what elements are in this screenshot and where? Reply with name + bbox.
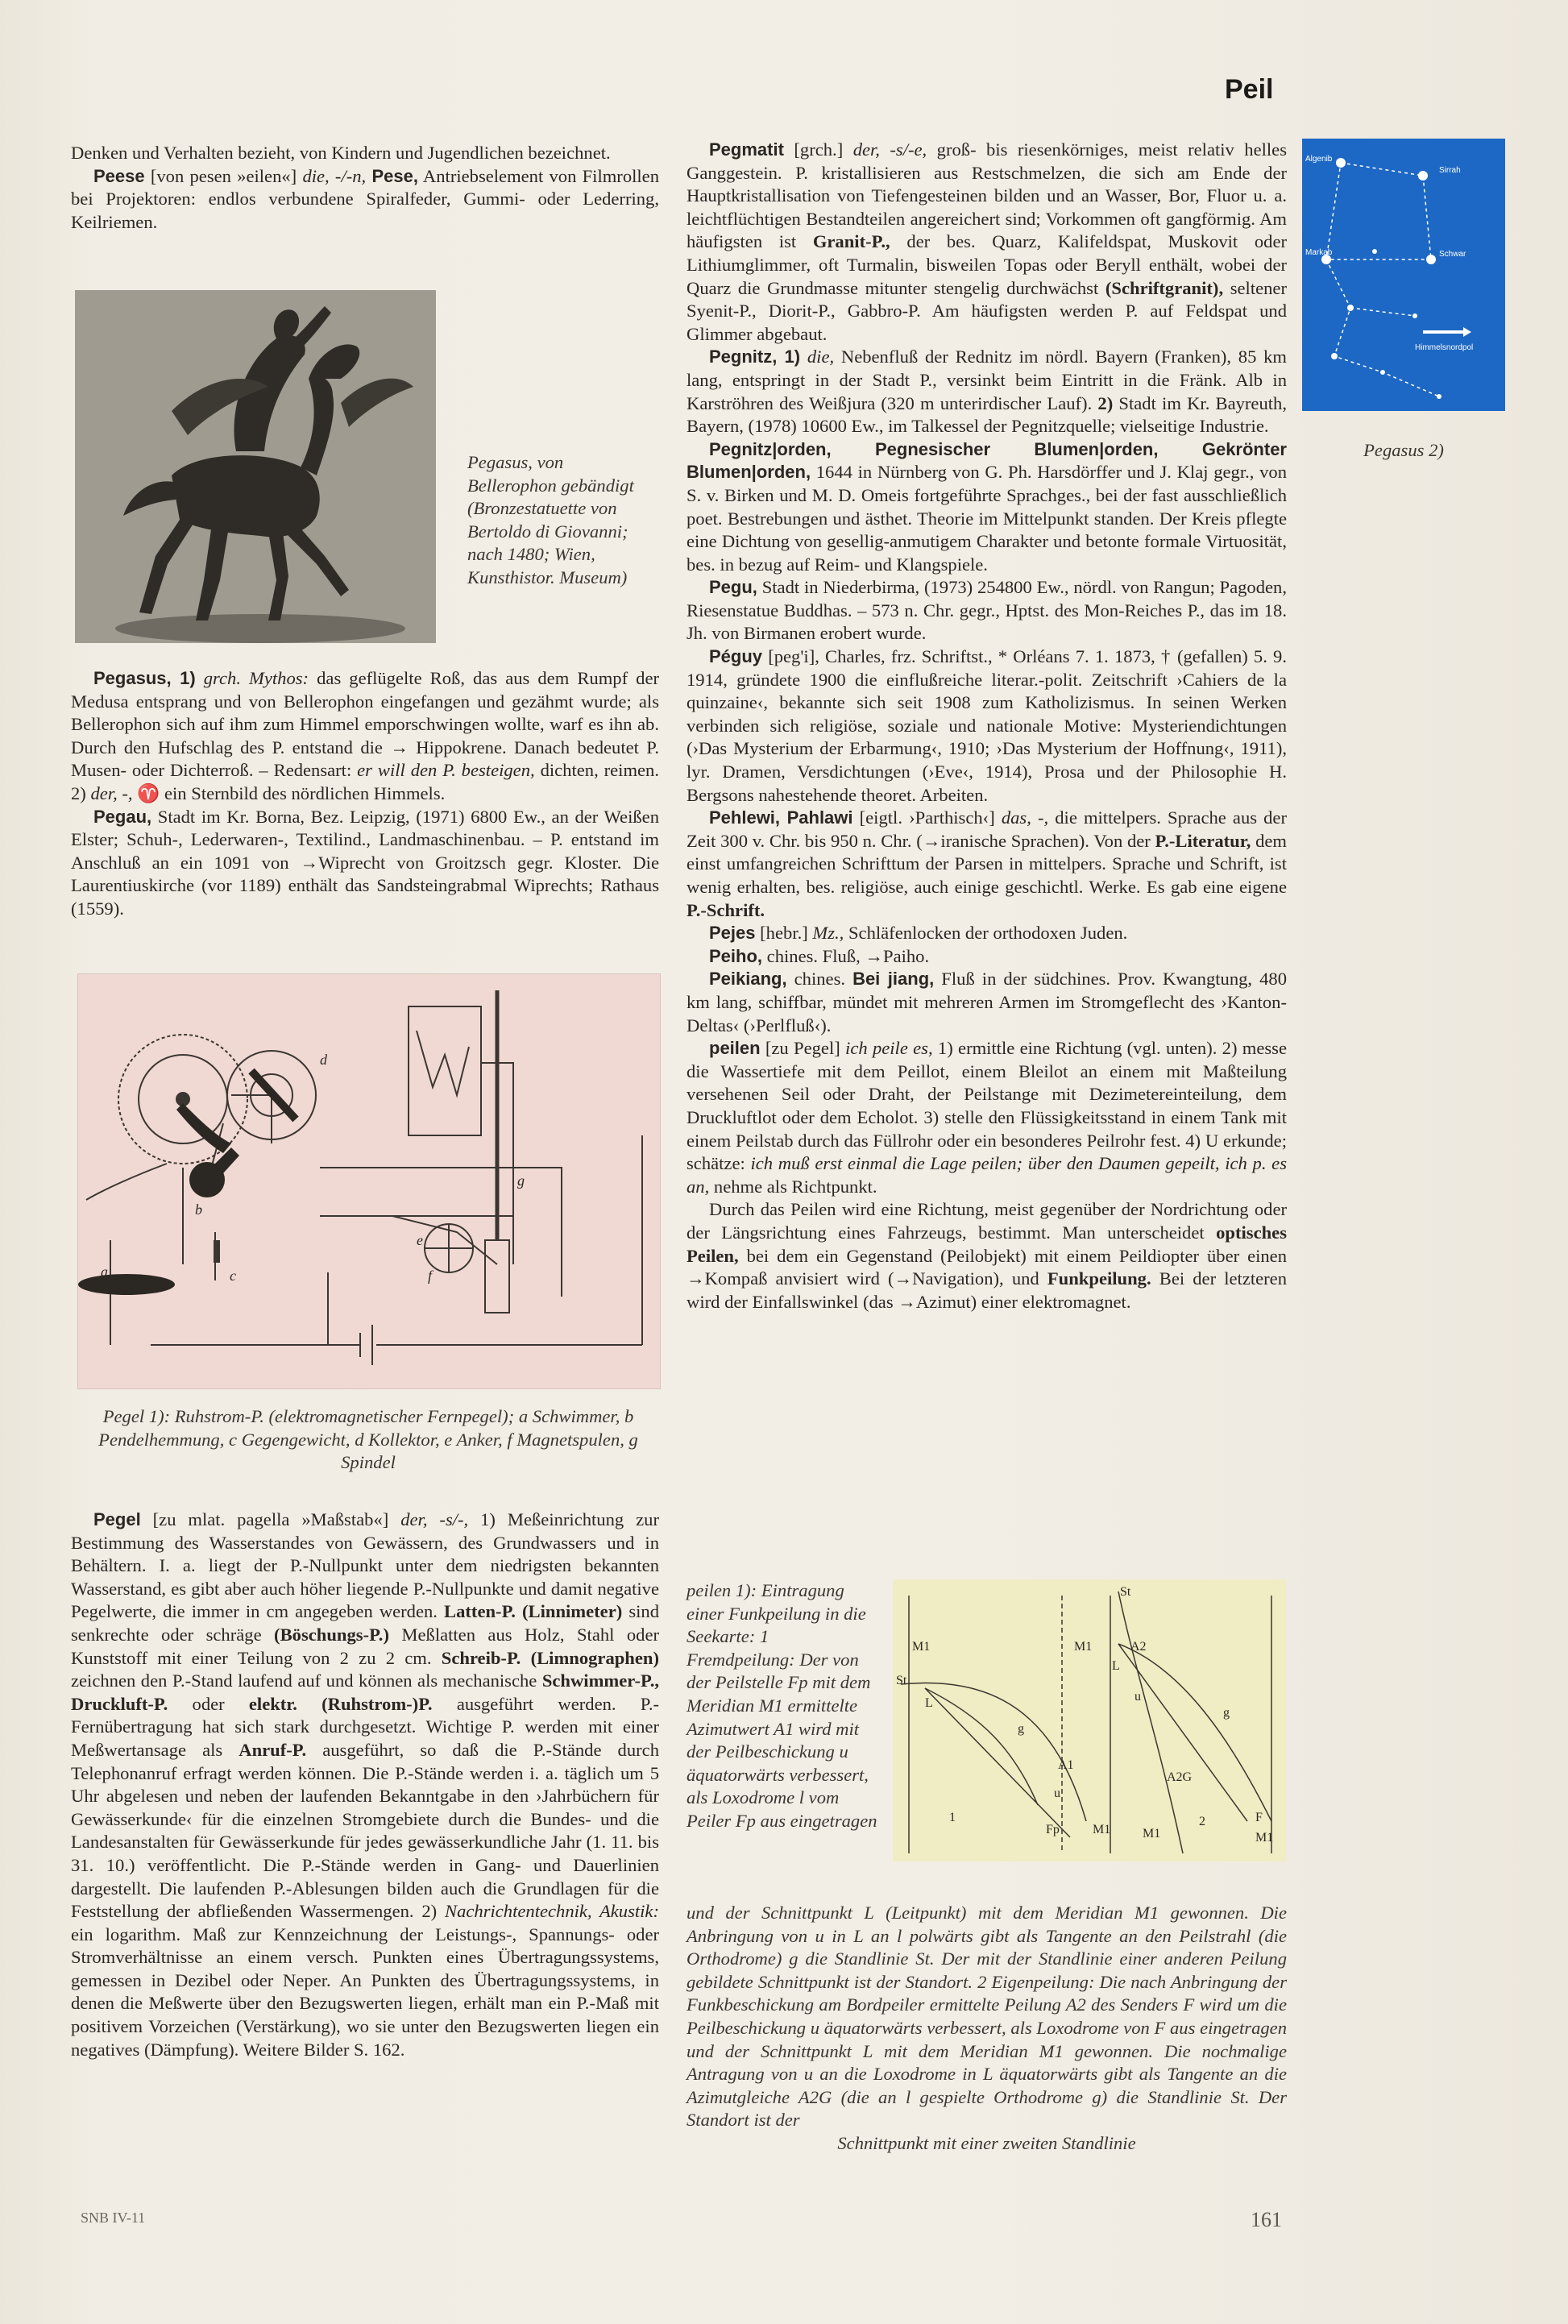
label-b: b bbox=[195, 1201, 202, 1218]
entry-text: Bei der letzteren wird der Einfallswinkel (das →Azimut) einer elektromagnet. bbox=[687, 1268, 1288, 1312]
entry-keyword: Pese, bbox=[371, 165, 418, 186]
entry-pehlewi bbox=[687, 807, 1287, 922]
fig-label-2: 2 bbox=[1199, 1815, 1205, 1828]
entry-text: Fluß in der südchines. Prov. Kwangtung, 480 km lang, schiffbar, mündet mit mehreren Armen im Stromgeflecht des ›Kanton-Deltas‹ (›Perlfluß‹). bbox=[687, 969, 1288, 1035]
photo-caption: Pegasus, von Bellerophon gebändigt (Bronzestatuette von Bertoldo di Giovanni; nach 1480; Wien, Kunsthistor. Museum) bbox=[467, 452, 634, 587]
entry-text: Stadt im Kr. Bayreuth, Bayern, (1978) 10600 Ew., im Talkessel der Pegnitzquelle; vielseitige Industrie. bbox=[687, 392, 1287, 437]
pegel-schematic bbox=[78, 974, 660, 1388]
entry-text: Nebenfluß der Rednitz im nördl. Bayern (Franken), 85 km lang, entspringt in der Stadt P., versinkt beim Eintritt in die Fränk. Alb in Karströhren des Weißjura (320 m unterirdischer Lauf). bbox=[687, 347, 1288, 413]
entry-domain: Nachrichtentechnik, Akustik: bbox=[445, 1901, 659, 1922]
fig-label-g1: g bbox=[1018, 1722, 1024, 1736]
fig-label-a1: A1 bbox=[1058, 1758, 1074, 1772]
entry-text: 1644 in Nürnberg von G. Ph. Harsdörffer und J. Klaj gegr., von S. v. Birken und M. D. Omeis fortgeführte Sprachges., bei der fast ausschließlich poet. Bestrebungen und ästhet. Theorie im Mittelpunkt standen. Der Kreis pflegte eine Dichtung von gesellig-anmutigem Charakter und betonte formale Virtuosität, bes. in bezug auf Reim- und Klangspiele. bbox=[687, 462, 1287, 575]
entry-text: Schläfenlocken der orthodoxen Juden. bbox=[844, 923, 1128, 944]
entry-pegnitzorden bbox=[687, 438, 1287, 577]
entry-pegasus bbox=[71, 667, 659, 806]
entry-text: seltener Syenit-P., Diorit-P., Gabbro-P. Am häufigsten werden P. auf Feldspat und Glimmer abgebaut. bbox=[687, 277, 1287, 344]
entry-subterm: P.-Schrift. bbox=[687, 899, 765, 920]
entry-peese bbox=[71, 165, 659, 234]
entry-keyword: Pegel bbox=[93, 1509, 141, 1529]
entry-idiom: er will den P. besteigen, bbox=[357, 760, 535, 781]
arrow-label: Himmelsnordpol bbox=[1415, 343, 1474, 352]
fig-label-a2g: A2G bbox=[1167, 1770, 1193, 1784]
fig-label-a2: A2 bbox=[1130, 1640, 1147, 1654]
entry-text: [grch.] bbox=[783, 139, 853, 160]
intro-continuation: Denken und Verhalten bezieht, von Kindern und Jugendlichen bezeichnet. bbox=[71, 143, 611, 163]
entry-text: Stadt im Kr. Borna, Bez. Leipzig, (1971) 6800 Ew., an der Weißen Elster; Schuh-, Lederwaren-, Textilind., Landmaschinenbau. – P. entstand im Anschluß an ein 1091 von →Wiprecht von Groitzsch gegr. Kloster. Die Laurentiuskirche (vor 1189) enthält das Sandsteingrabmal Wiprechts; Rathaus (1559). bbox=[71, 806, 659, 919]
entry-keyword: Peese bbox=[93, 165, 145, 186]
entry-keyword: Pegmatit bbox=[709, 139, 784, 160]
entry-domain: grch. Mythos: bbox=[195, 668, 309, 688]
entry-subterm: elektr. (Ruhstrom-)P. bbox=[248, 1693, 433, 1714]
star-label-markab: Markab bbox=[1305, 248, 1333, 257]
fig-label-u2: u bbox=[1135, 1690, 1141, 1704]
pegasus-statue-image bbox=[75, 290, 436, 643]
caption-continued: und der Schnittpunkt L (Leitpunkt) mit dem Meridian M1 gewonnen. Die Anbringung von u in L an l polwärts gibt als Tangente an den Peilstrahl (die Orthodrome) g die Standlinie St. Der mit der Standlinie einer anderen Peilung gebildete Schnittpunkt ist der Standort. 2 Eigenpeilung: Die nach Anbringung der Funkbeschickung am Bordpeiler ermittelte Peilung A2 des Senders F wird um die Peilbeschickung u äquatorwärts verbessert, als Loxodrome von F aus eingetragen und der Schnittpunkt L mit dem Meridian M1 gewonnen. Die nochmalige Antragung von u an die Loxodrome in L äquatorwärts gibt als Tangente an die Azimutgleiche A2G (die an l gespielte Orthodrome g) die Standlinie St. Der Standort ist der bbox=[687, 1903, 1287, 2131]
label-e: e bbox=[417, 1232, 423, 1248]
entry-example: ich peile es, bbox=[845, 1038, 933, 1059]
fig-label-m1e: M1 bbox=[1255, 1831, 1274, 1845]
entry-pegau bbox=[71, 806, 659, 921]
entry-grammar: das, -, bbox=[1001, 807, 1049, 828]
star-label-sirrah: Sirrah bbox=[1439, 166, 1461, 175]
constellation-caption: Pegasus 2) bbox=[1363, 440, 1444, 460]
entry-keyword: Peiho, bbox=[709, 945, 763, 966]
fig-label-fp: Fp bbox=[1046, 1823, 1060, 1836]
entry-pegmatit bbox=[687, 139, 1287, 346]
entry-peikiang bbox=[687, 968, 1287, 1037]
label-d: d bbox=[320, 1052, 327, 1068]
caption-last-line: Schnittpunkt mit einer zweiten Standlinie bbox=[837, 2132, 1136, 2153]
entry-text: [von pesen »eilen«] bbox=[144, 165, 303, 186]
entry-text: dichten, reimen. bbox=[534, 760, 660, 781]
entry-pegu bbox=[687, 576, 1287, 645]
entry-text: [zu mlat. pagella »Maßstab«] bbox=[140, 1509, 401, 1529]
entry-text: groß- bis riesenkörniges, meist relativ helles Ganggestein. P. kristallisieren aus Restschmelzen, die sich am Ende der Hauptkristallisation von Tiefengesteinen bilden und an Wasser, Bor, Fluor u. a. leichtflüchtigen Bestandteilen angereichert sind; Vorkommen oft gangförmig. Am häufigsten ist bbox=[687, 139, 1287, 252]
fig-label-g2: g bbox=[1223, 1706, 1230, 1720]
entry-grammar: der, -, bbox=[90, 782, 133, 803]
entry-text: chines. bbox=[786, 969, 853, 990]
label-g: g bbox=[517, 1172, 525, 1189]
fig-label-l1: L bbox=[925, 1696, 933, 1710]
star-label-schwan: Schwar bbox=[1439, 250, 1466, 259]
fig-label-u1: u bbox=[1054, 1787, 1060, 1800]
entry-keyword: Peikiang, bbox=[709, 969, 787, 990]
entry-grammar: der, -s/-, bbox=[400, 1509, 469, 1529]
fig-label-l2: L bbox=[1112, 1659, 1120, 1673]
entry-subterm: (Schriftgranit), bbox=[1105, 277, 1224, 298]
entry-text: chines. Fluß, →Paiho. bbox=[762, 945, 930, 966]
peilen-caption-part1: peilen 1): Eintragung einer Funkpeilung in die Seekarte: 1 Fremdpeilung: Der von der Peilstelle Fp mit dem Meridian M1 ermittelte Azimutwert A1 wird mit der Peilbeschickung u äquatorwärts verbessert, als Loxodrome l vom Peiler Fp aus eingetragen bbox=[687, 1580, 877, 1831]
entry-text: 1) Meßeinrichtung zur Bestimmung des Wasserstandes von Gewässern, des Grundwassers und in Behältern. I. a. liegt der P.-Nullpunkt unter dem niedrigsten bekannten Wasserstand, es gibt aber auch höher liegende P.-Nullpunkte und damit negative Pegelwerte, die immer in cm angegeben werden. bbox=[71, 1509, 659, 1622]
entry-subterm: Schreib-P. (Limnographen) bbox=[441, 1647, 659, 1668]
label-a: a bbox=[101, 1264, 108, 1280]
entry-keyword: Pegu, bbox=[709, 577, 757, 598]
entry-peilen-continued bbox=[687, 1198, 1287, 1313]
star-label-algenib: Algenib bbox=[1305, 155, 1333, 164]
funkpeilung-chart bbox=[893, 1579, 1286, 1861]
column-left-top bbox=[71, 142, 659, 234]
entry-keyword: Bei jiang, bbox=[852, 969, 935, 990]
column-left-bottom bbox=[71, 1509, 659, 2061]
entry-keyword: Péguy bbox=[709, 646, 763, 667]
entry-text: zeichnen den P.-Stand laufend auf und können als mechanische bbox=[71, 1670, 542, 1691]
peilung-diagram bbox=[893, 1579, 1286, 1861]
entry-text: ausgeführt, so daß die P.-Stände durch Telephonanruf erfragt werden können. Die P.-Stände werden i. a. täglich um 5 Uhr abgelesen und neben der laufenden Bekanntgabe in den ›Jahrbüchern für Gewässerkunde‹ für die einzelnen Stromgebiete durch die Bundes- und die Landesanstalten für Gewässerkunde für jedes gewässerkundliche Jahr (1. 11. bis 31. 10.) veröffentlicht. Die P.-Stände werden in Gang- und Dauerlinien dargestellt. Die laufenden P.-Ablesungen bilden auch die Grundlagen für die Feststellung der abfließenden Wassermengen. 2) bbox=[71, 1739, 659, 1922]
constellation-chart bbox=[1302, 139, 1505, 411]
diagram-caption: Pegel 1): Ruhstrom-P. (elektromagnetischer Fernpegel); a Schwimmer, b Pendelhemmung, c Gegengewicht, d Kollektor, e Anker, f Magnetspulen, g Spindel bbox=[98, 1406, 638, 1473]
entry-peiho bbox=[687, 945, 1287, 969]
entry-subterm: Schwimmer-P., Druckluft-P. bbox=[71, 1670, 659, 1714]
fig-label-m1a: M1 bbox=[912, 1640, 931, 1654]
entry-subterm: P.-Literatur, bbox=[1155, 830, 1251, 851]
entry-text: bei dem ein Gegenstand (Peilobjekt) mit einem Peildiopter über einen →Kompaß anvisiert wird (→Navigation), und bbox=[687, 1245, 1287, 1289]
entry-keyword: peilen bbox=[709, 1038, 761, 1059]
entry-subterm: (Böschungs-P.) bbox=[274, 1624, 389, 1645]
entry-subterm: Anruf-P. bbox=[239, 1739, 307, 1760]
entry-text: 1) ermittle eine Richtung (vgl. unten). 2) messe die Wassertiefe mit dem Peillot, einem Bleilot an einem mit Maßteilung versehenen Seil oder Draht, der Peilstange mit Dezimetereinteilung, dem Druckluftlot oder dem Echolot. 3) stelle den Flüssigkeitsstand in einem Tank mit einem Peilstab durch das Füllrohr oder ein besonderes Peilrohr fest. 4) U erkunde; schätze: bbox=[687, 1038, 1287, 1174]
entry-keyword: Pehlewi, Pahlawi bbox=[709, 807, 853, 828]
entry-peilen bbox=[687, 1037, 1287, 1198]
entry-text: das geflügelte Roß, das aus dem Rumpf der Medusa entsprang und von Bellerophon eingefangen und gezähmt wurde; als Bellerophon sich auf ihm zum Himmel emporschwingen wollte, warf es ihn ab. Durch den Hufschlag des P. entstand die → Hippokrene. Danach bedeutet P. Musen- oder Dichterroß. – Redensart: bbox=[71, 668, 659, 781]
page-number: 161 bbox=[1251, 2208, 1282, 2231]
entry-subterm: Funkpeilung. bbox=[1047, 1268, 1151, 1289]
entry-text: dem einst umfangreichen Schrifttum der Parsen in mittelpers. Sprache und Schrift, ist wenig erhalten, bes. religiöse, auch einige geschichtl. Werke. Es gab eine eigene bbox=[687, 830, 1287, 897]
entry-text: ♈ ein Sternbild des nördlichen Himmels. bbox=[132, 782, 446, 803]
entry-text: nehme als Richtpunkt. bbox=[709, 1176, 877, 1197]
entry-text: sind senkrechte oder schräge bbox=[71, 1601, 659, 1645]
entry-example: ich muß erst einmal die Lage peilen; über den Daumen gepeilt, bbox=[750, 1153, 1220, 1174]
entry-text: [peg'i], Charles, frz. Schriftst., * Orléans 7. 1. 1873, † (gefallen) 5. 9. 1914, gründete 1900 die einflußreiche literar.-polit. Zeitschrift ›Cahiers de la quinzaine‹, bekannte sich seit 1908 zum Katholizismus. In seinen Werken verbinden sich religiöse, soziale und nationale Motive: Mysteriendichtungen (›Das Mysterium der Erbarmung‹, 1910; ›Das Mysterium der Hoffnung‹, 1911), lyr. Dramen, Versdichtungen (›Eve‹, 1914), Prosa und der Philosophie H. Bergsons nahestehende theoret. Arbeiten. bbox=[687, 646, 1287, 805]
entry-keyword: Pegnitz|orden, Pegnesischer Blumen|orden, Gekrönter Blumen|orden, bbox=[687, 438, 1287, 483]
fig-label-1: 1 bbox=[949, 1811, 956, 1824]
entry-text: Stadt in Niederbirma, (1973) 254800 Ew., nördl. von Rangun; Pagoden, Riesenstatue Buddhas. – 573 n. Chr. gegr., Hptst. des Mon-Reiches P., das im 18. Jh. von Birmanen erobert wurde. bbox=[687, 577, 1287, 644]
entry-text: Antriebselement von Filmrollen bei Projektoren: endlos verbundene Spiralfeder, Gummi- oder Lederring, Keilriemen. bbox=[71, 165, 659, 232]
entry-text: Meßlatten aus Holz, Stahl oder Kunststoff mit einer Teilung von 2 zu 2 cm. bbox=[71, 1624, 660, 1668]
fig-label-f: F bbox=[1255, 1811, 1263, 1824]
entry-grammar: die, bbox=[800, 347, 835, 367]
entry-text: [eigtl. ›Parthisch‹] bbox=[852, 807, 1002, 828]
entry-keyword: Pegnitz, 1) bbox=[709, 347, 801, 367]
label-c: c bbox=[230, 1268, 236, 1284]
entry-text: [zu Pegel] bbox=[760, 1038, 846, 1059]
fig-label-st1: St bbox=[896, 1674, 907, 1687]
entry-text: ein logarithm. Maß zur Kennzeichnung der Leistungs-, Spannungs- oder Stromverhältnisse an einem versch. Punkten eines Übertragungssystems, gemessen in Dezibel oder Neper. An Punkten des Übertragungssystems, in denen die Meßwerte über den Bezugswerten liegen, erhält man ein P.-Maß mit positivem Vorzeichen (Verstärkung), wo sie unter den Bezugswerten liegen ein negatives (Dämpfung). Weitere Bilder S. 162. bbox=[71, 1924, 659, 2060]
entry-pejes bbox=[687, 922, 1287, 945]
label-f: f bbox=[428, 1268, 433, 1284]
fig-label-st2: St bbox=[1120, 1585, 1131, 1599]
entry-keyword: Pegasus, 1) bbox=[93, 668, 196, 688]
entry-grammar: die, -/-n, bbox=[302, 165, 367, 186]
entry-text: 2) bbox=[71, 782, 91, 803]
ruhstrom-pegel-diagram bbox=[77, 973, 661, 1389]
entry-text: [hebr.] bbox=[755, 923, 813, 944]
entry-subterm: 2) bbox=[1097, 392, 1114, 413]
column-left-middle bbox=[71, 667, 659, 921]
entry-text: die mittelpers. Sprache aus der Zeit 300 v. Chr. bis 950 n. Chr. (→iranische Sprachen). Von der bbox=[687, 807, 1287, 851]
entry-subterm: Granit-P., bbox=[812, 231, 890, 252]
entry-keyword: Pegau, bbox=[93, 806, 152, 827]
entry-text: der bes. Quarz, Kalifeldspat, Muskovit oder Lithiumglimmer, oft Turmalin, bisweilen Topas oder Beryll enthält, wobei der Quarz die Grundmasse mitunter stengelig durchwächst bbox=[687, 231, 1288, 298]
fig-label-m1d: M1 bbox=[1143, 1827, 1161, 1841]
pegasus-bronze-photo bbox=[75, 290, 436, 643]
entry-text: ausgeführt werden. P.-Fernübertragung hat sich stark durchgesetzt. Wichtige P. werden mit einer Meßwertansage als bbox=[71, 1693, 659, 1760]
entry-grammar: der, -s/-e, bbox=[852, 139, 927, 160]
entry-pegel bbox=[71, 1509, 659, 2061]
entry-grammar: Mz., bbox=[812, 923, 844, 944]
footer-signature: SNB IV-11 bbox=[81, 2210, 146, 2226]
fig-label-m1c: M1 bbox=[1074, 1640, 1093, 1654]
entry-subterm: optisches Peilen, bbox=[687, 1222, 1287, 1266]
entry-pegnitz bbox=[687, 346, 1287, 438]
peilen-caption-part2 bbox=[687, 1902, 1287, 2156]
entry-keyword: Pejes bbox=[709, 923, 756, 944]
running-headword: Peil bbox=[1225, 74, 1274, 105]
entry-text: oder bbox=[168, 1693, 249, 1714]
entry-text: Durch das Peilen wird eine Richtung, meist gegenüber der Nordrichtung oder der Längsrichtung eines Fahrzeugs, bestimmt. Man unterscheidet bbox=[687, 1199, 1287, 1243]
entry-example: ich p. es an, bbox=[687, 1153, 1287, 1197]
pegasus-constellation-map bbox=[1302, 139, 1505, 411]
entry-peguy bbox=[687, 645, 1287, 807]
column-right-top bbox=[687, 139, 1287, 1313]
fig-label-m1b: M1 bbox=[1093, 1823, 1111, 1836]
entry-subterm: Latten-P. (Linnimeter) bbox=[444, 1601, 623, 1622]
